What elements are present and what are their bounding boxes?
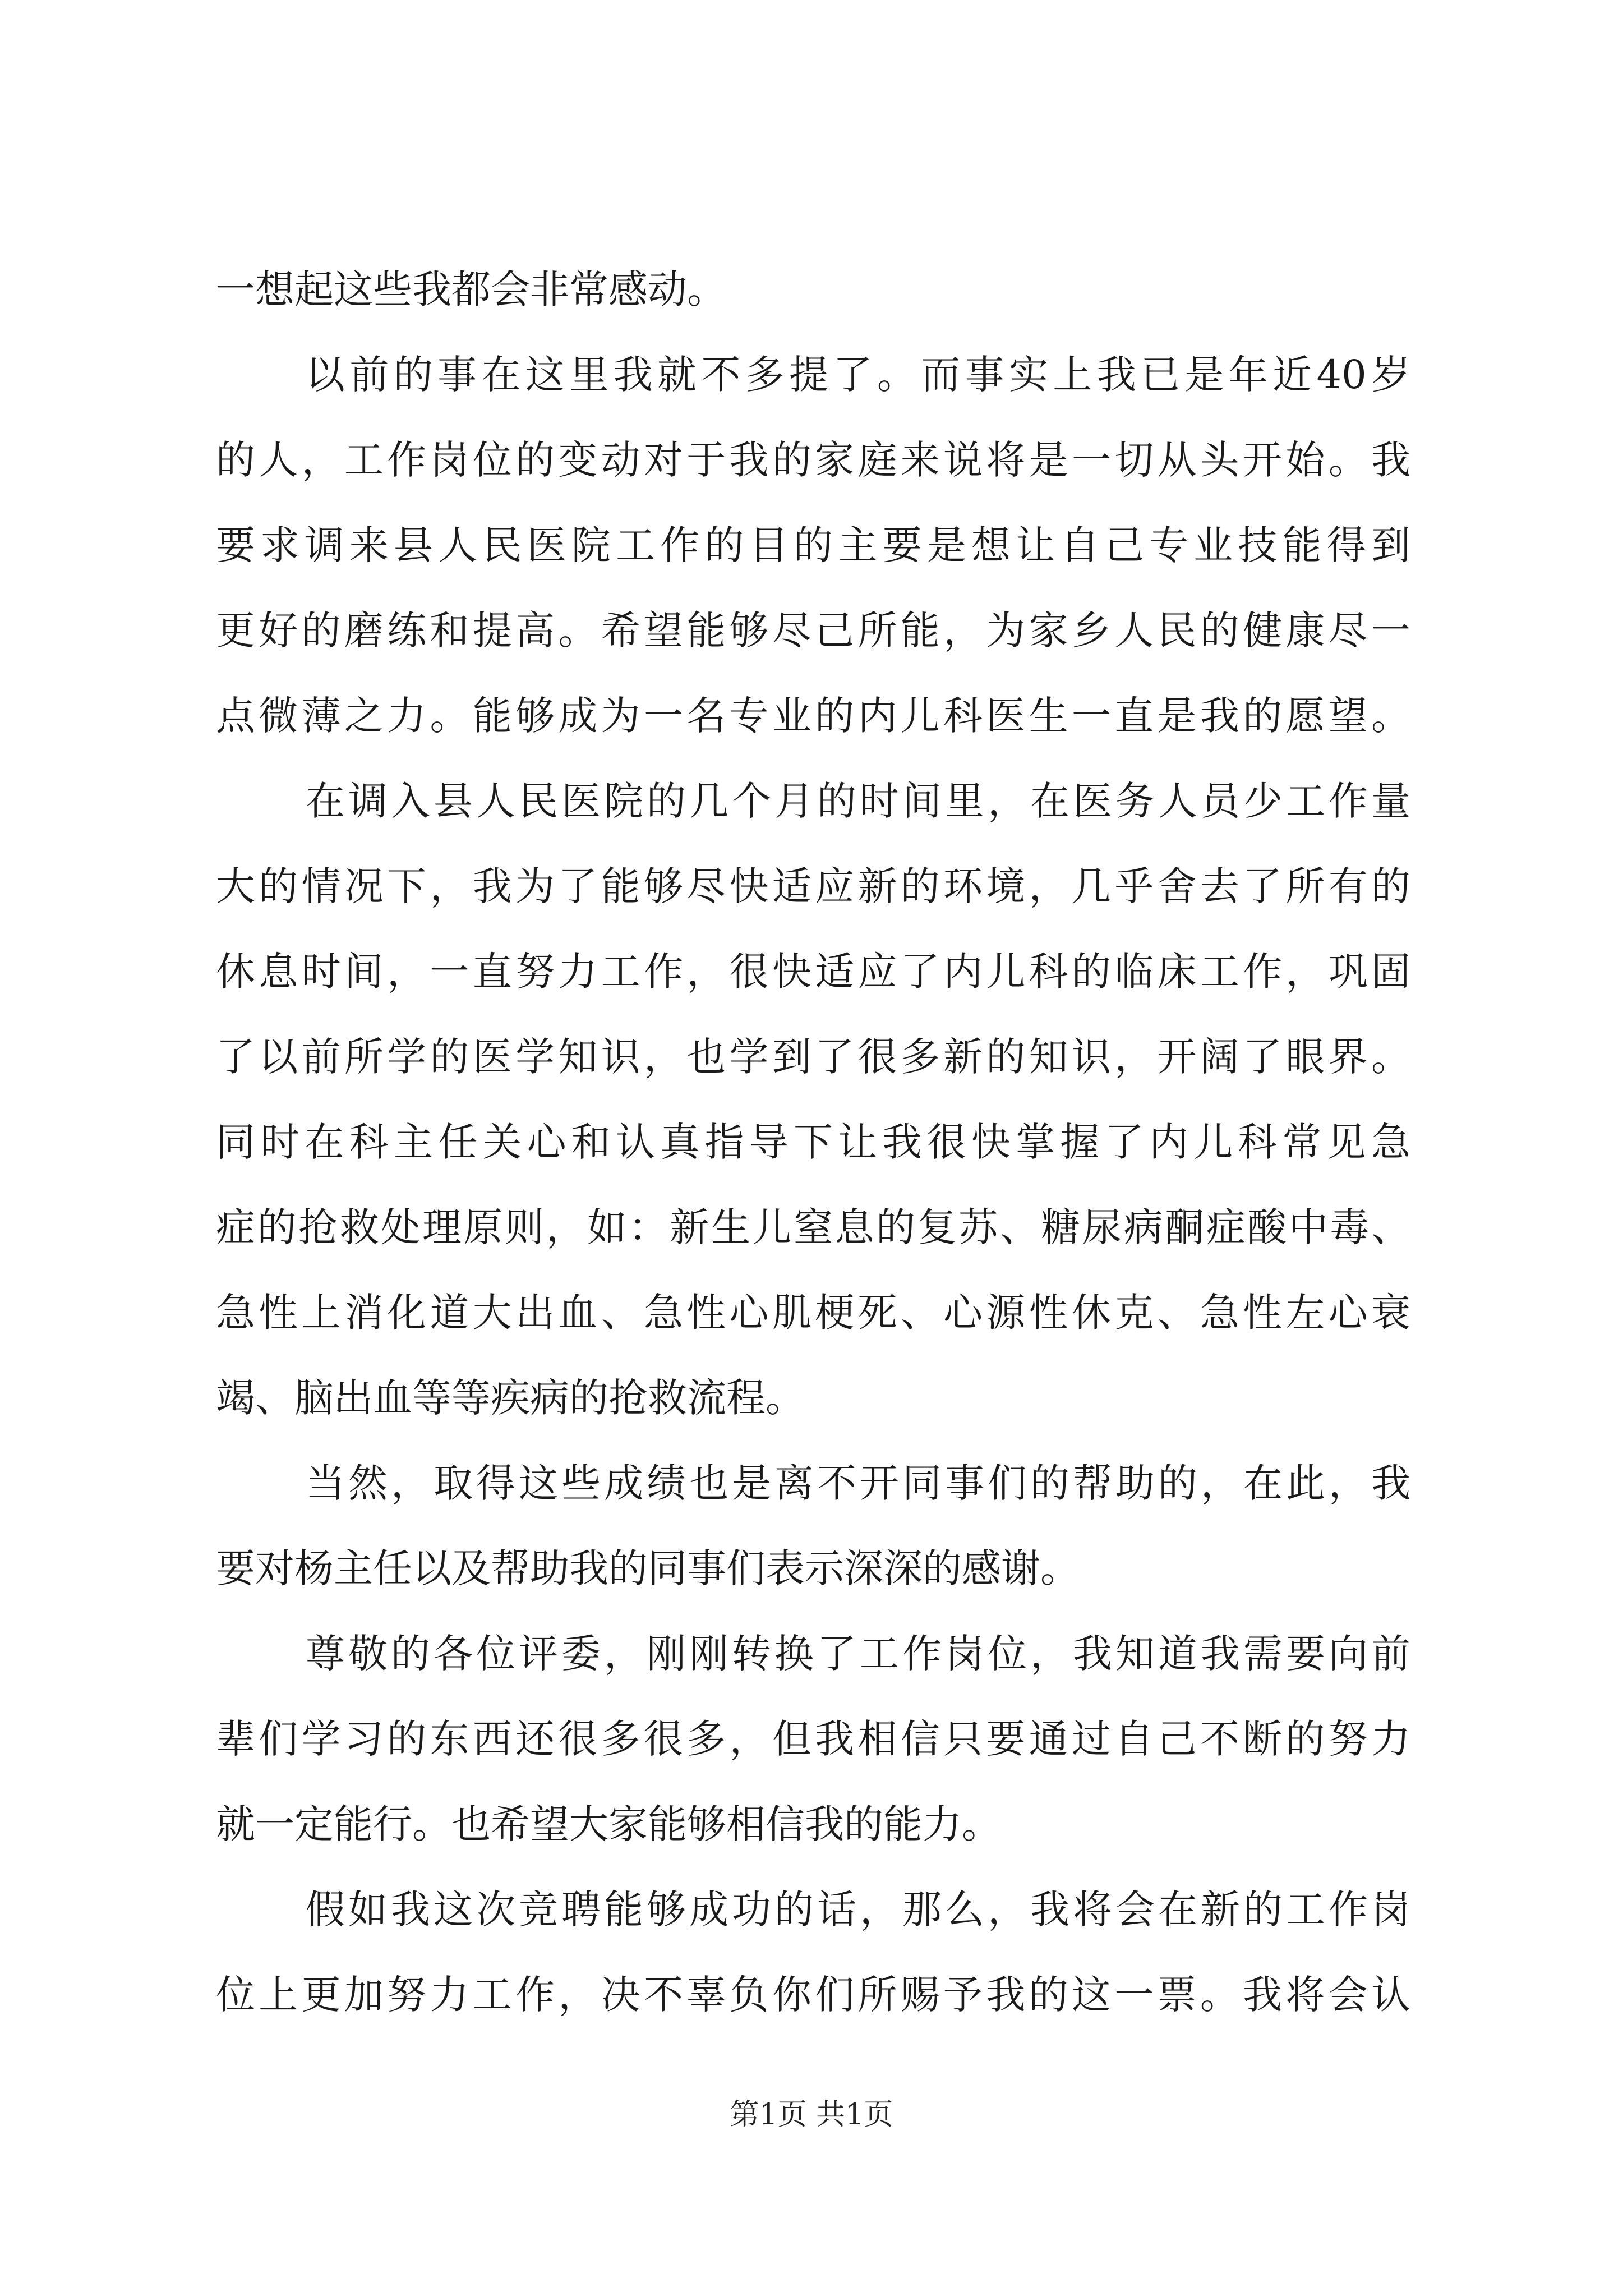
text-line: 要对杨主任以及帮助我的同事们表示深深的感谢。 xyxy=(216,1545,1080,1591)
text-line: 急性上消化道大出血、急性心肌梗死、心源性休克、急性左心衰 xyxy=(216,1290,1410,1336)
text-line: 大的情况下，我为了能够尽快适应新的环境，几乎舍去了所有的 xyxy=(216,863,1410,909)
text-line: 同时在科主任关心和认真指导下让我很快掌握了内儿科常见急 xyxy=(216,1119,1410,1165)
text-line: 辈们学习的东西还很多很多，但我相信只要通过自己不断的努力 xyxy=(216,1716,1410,1762)
text-line: 休息时间，一直努力工作，很快适应了内儿科的临床工作，巩固 xyxy=(216,949,1410,995)
text-line: 要求调来县人民医院工作的目的主要是想让自己专业技能得到 xyxy=(216,522,1410,568)
text-line: 症的抢救处理原则，如：新生儿窒息的复苏、糖尿病酮症酸中毒、 xyxy=(216,1204,1410,1250)
text-line: 更好的磨练和提高。希望能够尽己所能，为家乡人民的健康尽一 xyxy=(216,608,1410,654)
text-line: 竭、脑出血等等疾病的抢救流程。 xyxy=(216,1375,805,1421)
text-line: 点微薄之力。能够成为一名专业的内儿科医生一直是我的愿望。 xyxy=(216,693,1410,739)
text-line: 尊敬的各位评委，刚刚转换了工作岗位，我知道我需要向前 xyxy=(306,1631,1410,1677)
text-line: 位上更加努力工作，决不辜负你们所赐予我的这一票。我将会认 xyxy=(216,1972,1410,2018)
text-line: 以前的事在这里我就不多提了。而事实上我已是年近40岁 xyxy=(306,352,1410,398)
document-body xyxy=(216,247,1410,2037)
text-line: 假如我这次竞聘能够成功的话，那么，我将会在新的工作岗 xyxy=(306,1887,1410,1932)
text-line: 一想起这些我都会非常感动。 xyxy=(216,266,726,312)
text-line: 的人，工作岗位的变动对于我的家庭来说将是一切从头开始。我 xyxy=(216,437,1410,483)
text-line: 了以前所学的医学知识，也学到了很多新的知识，开阔了眼界。 xyxy=(216,1034,1410,1080)
text-line: 当然，取得这些成绩也是离不开同事们的帮助的，在此，我 xyxy=(306,1460,1410,1506)
page-number-footer: 第1页 共1页 xyxy=(730,2098,893,2132)
text-line: 就一定能行。也希望大家能够相信我的能力。 xyxy=(216,1801,1001,1847)
text-line: 在调入县人民医院的几个月的时间里，在医务人员少工作量 xyxy=(306,778,1410,824)
